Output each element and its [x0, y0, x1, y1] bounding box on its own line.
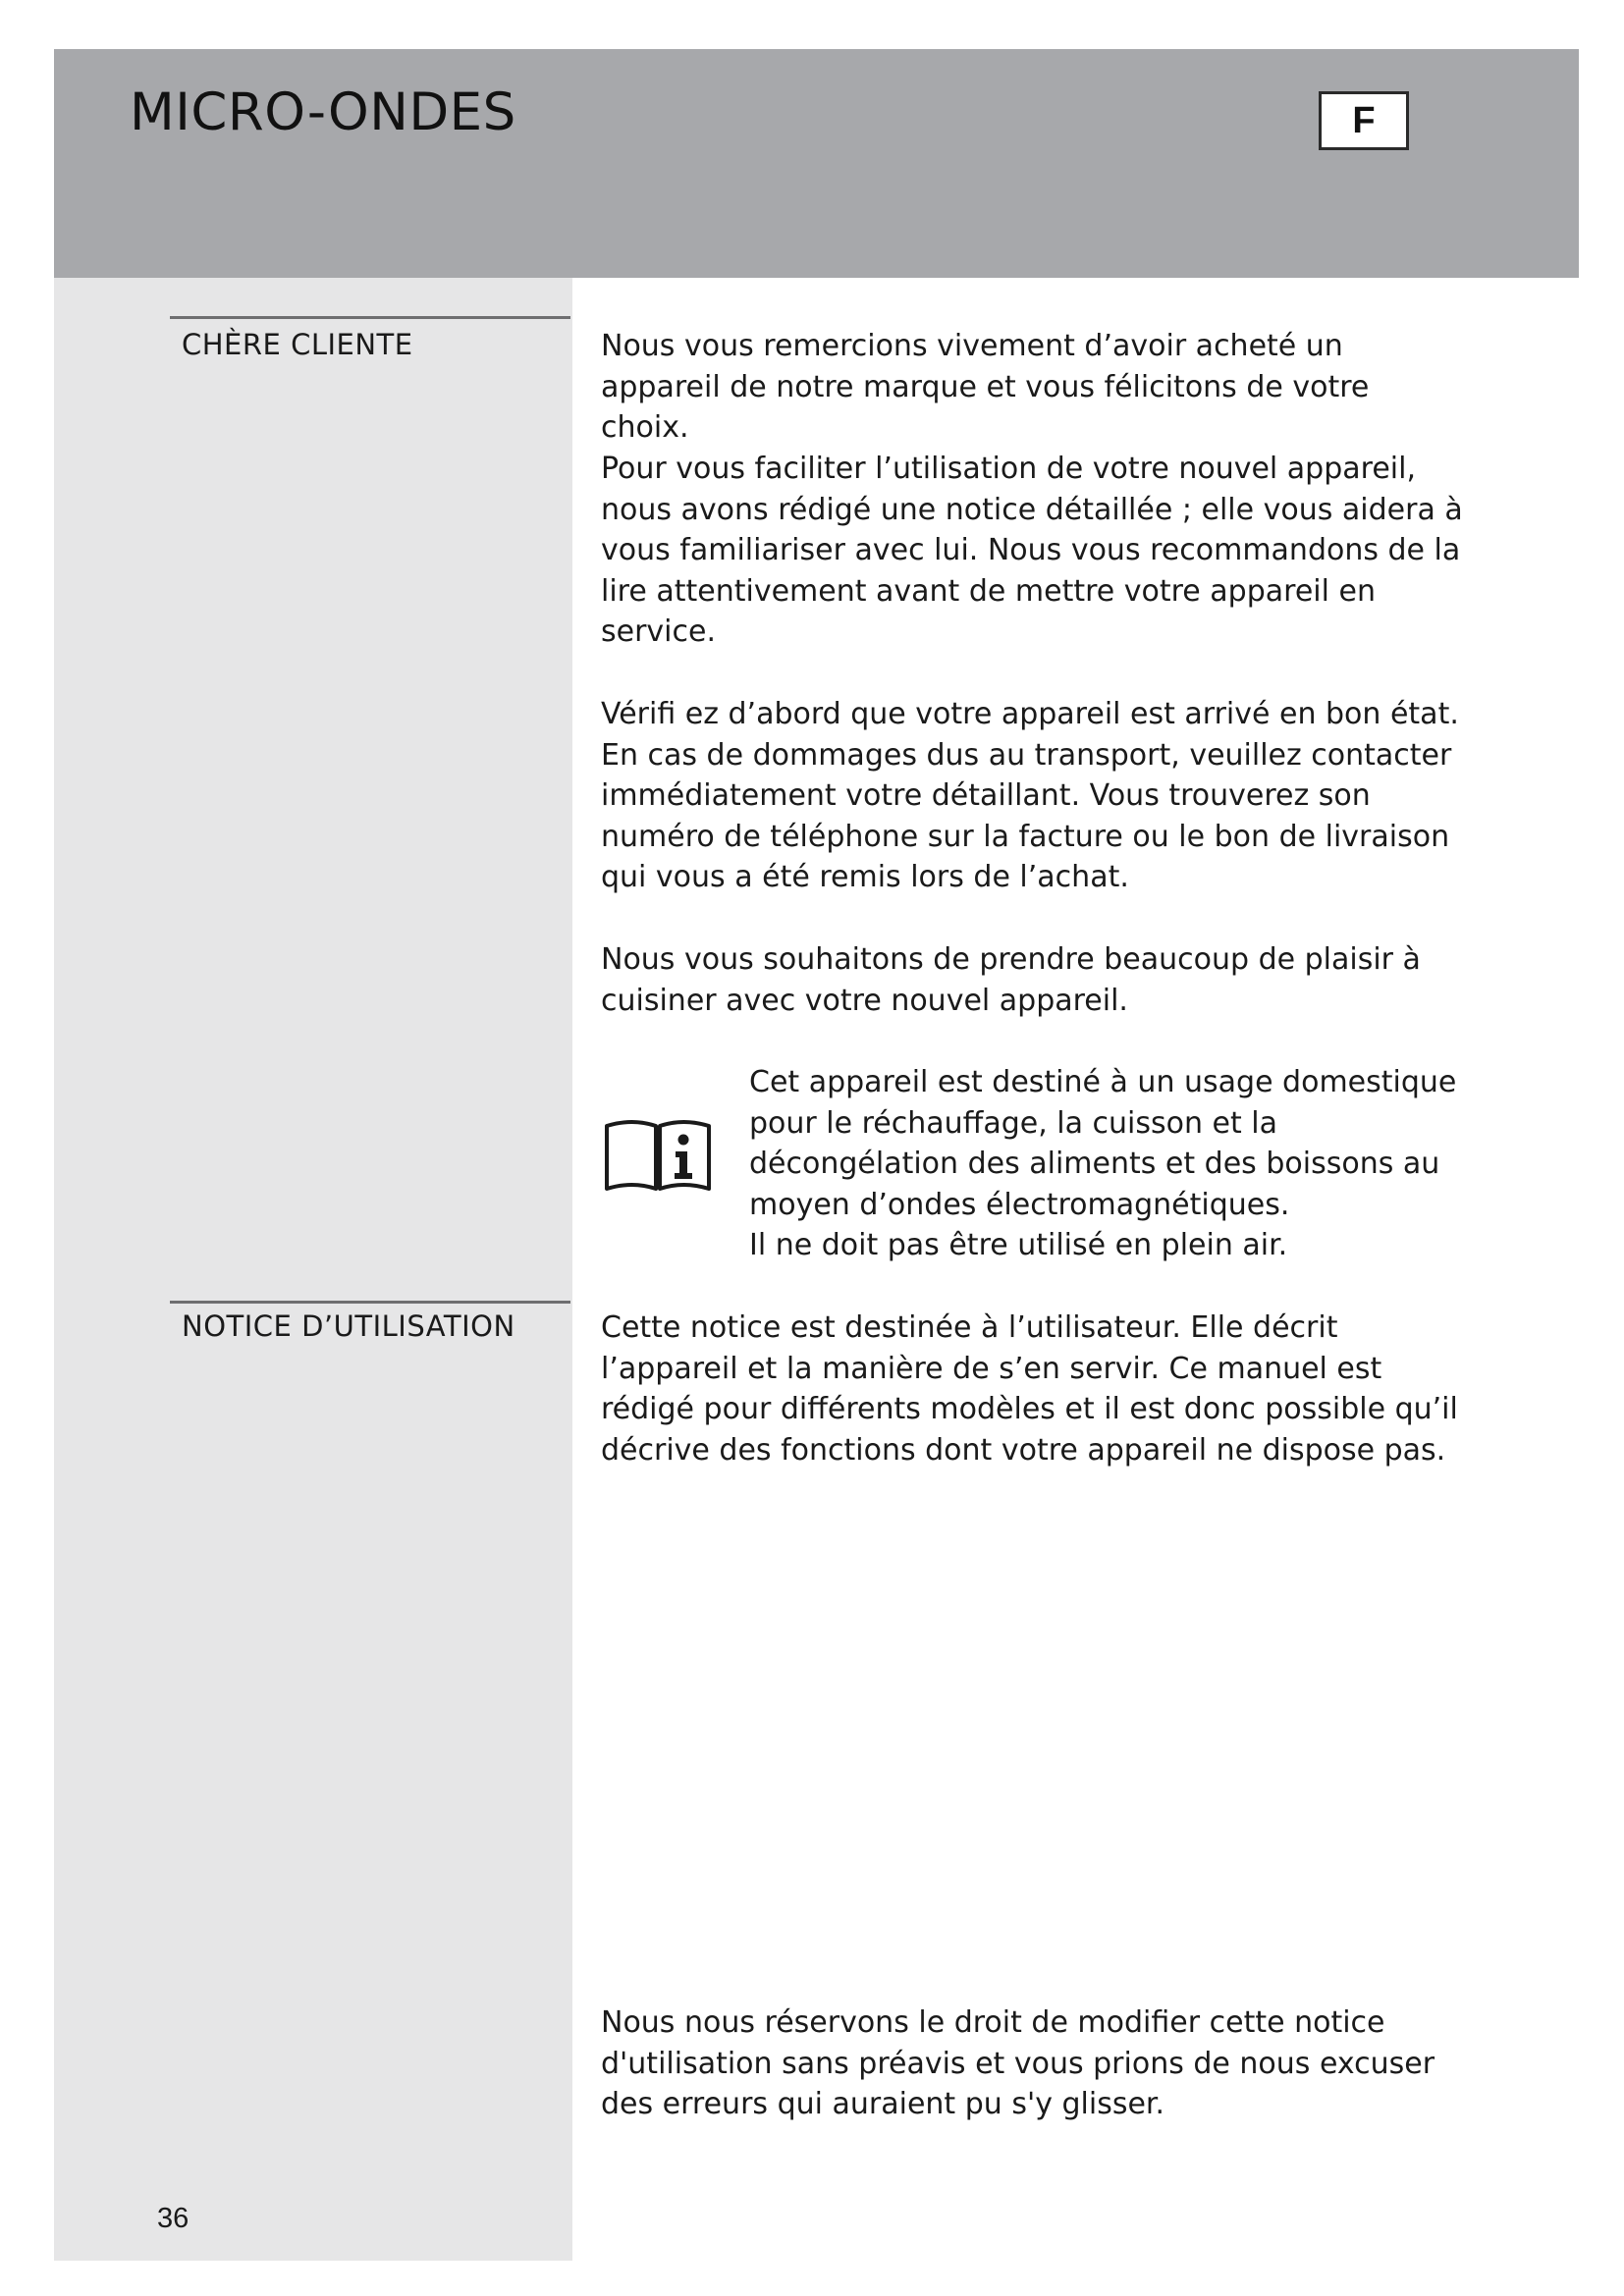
section-label-chere-cliente: CHÈRE CLIENTE [182, 328, 413, 361]
info-note [749, 1062, 1476, 1266]
enjoy-paragraph: Nous vous souhaitons de prendre beaucoup de plaisir à cuisiner avec votre nouvel appareil. [601, 942, 1421, 1018]
section-divider [170, 316, 570, 319]
disclaimer-paragraph: Nous nous réservons le droit de modifier cette notice d'utilisation sans préavis et vous prions de nous excuser des erreurs qui auraient pu s'y glisser. [601, 2005, 1435, 2121]
info-note-line: Il ne doit pas être utilisé en plein air. [749, 1228, 1288, 1262]
info-note-line: décongélation des aliments et des boissons au [749, 1147, 1440, 1181]
thanks-paragraph: Nous vous remercions vivement d’avoir acheté un appareil de notre marque et vous félicitons de votre choix. [601, 329, 1370, 445]
info-note-line: Cet appareil est destiné à un usage domestique [749, 1065, 1457, 1099]
page-number: 36 [157, 2203, 189, 2234]
info-note-line: pour le réchauffage, la cuisson et la [749, 1105, 1278, 1141]
page-title: MICRO-ONDES [130, 82, 516, 142]
info-note-line: moyen d’ondes électromagnétiques. [749, 1187, 1290, 1222]
notice-help-paragraph: Pour vous faciliter l’utilisation de votre nouvel appareil, nous avons rédigé une notice détaillée ; elle vous aidera à vous familiariser avec lui. Nous vous recommandons de la lire attentivement avant de mettre votre appareil en service. [601, 452, 1463, 649]
sidebar [54, 278, 572, 2261]
check-condition-paragraph: Vérifi ez d’abord que votre appareil est arrivé en bon état. En cas de dommages dus au transport, veuillez contacter immédiatement votre détaillant. Vous trouverez son numéro de téléphone sur la facture ou le bon de livraison qui vous a été remis lors de l’achat. [601, 697, 1459, 894]
section-divider [170, 1301, 570, 1304]
info-manual-icon [603, 1110, 713, 1195]
notice-description-paragraph: Cette notice est destinée à l’utilisateur. Elle décrit l’appareil et la manière de s’en servir. Ce manuel est rédigé pour différents modèles et il est donc possible qu’il décrive des fonctions dont votre appareil ne dispose pas. [601, 1310, 1458, 1468]
section-label-notice-utilisation: NOTICE D’UTILISATION [182, 1309, 515, 1343]
language-badge: F [1319, 91, 1409, 150]
